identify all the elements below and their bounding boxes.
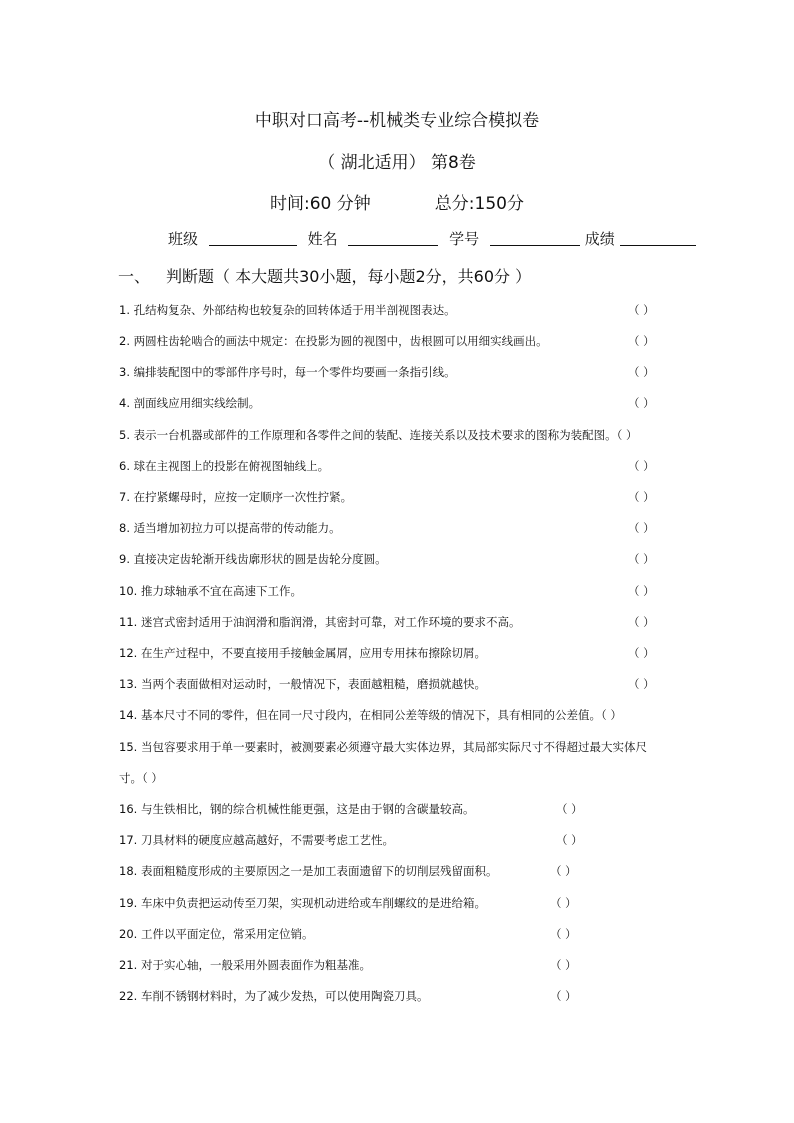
answer-paren[interactable]: （ ） (628, 334, 655, 348)
question-item: 14. 基本尺寸不同的零件，但在同一尺寸段内，在相同公差等级的情况下，具有相同的公差值。（ ） (119, 708, 622, 722)
answer-paren[interactable]: （ ） (550, 989, 577, 1003)
answer-paren[interactable]: （ ） (628, 677, 655, 691)
question-item: 6. 球在主视图上的投影在俯视图轴线上。 (119, 459, 330, 473)
exam-title: 中职对口高考--机械类专业综合模拟卷 (254, 111, 540, 131)
question-item: 17. 刀具材料的硬度应越高越好，不需要考虑工艺性。 (119, 833, 394, 847)
exam-time: 时间:60 分钟 (270, 194, 371, 214)
question-item: 10. 推力球轴承不宜在高速下工作。 (119, 584, 302, 598)
question-item: 2. 两圆柱齿轮啮合的画法中规定：在投影为圆的视图中，齿根圆可以用细实线画出。 (119, 334, 548, 348)
question-item: 13. 当两个表面做相对运动时，一般情况下，表面越粗糙，磨损就越快。 (119, 677, 486, 691)
answer-paren[interactable]: （ ） (556, 802, 583, 816)
answer-paren[interactable]: （ ） (628, 646, 655, 660)
question-item: 8. 适当增加初拉力可以提高带的传动能力。 (119, 521, 341, 535)
question-item: 1. 孔结构复杂、外部结构也较复杂的回转体适于用半剖视图表达。 (119, 303, 456, 317)
question-item: 18. 表面粗糙度形成的主要原因之一是加工表面遗留下的切削层残留面积。 (119, 864, 498, 878)
answer-paren[interactable]: （ ） (628, 584, 655, 598)
answer-paren[interactable]: （ ） (550, 896, 577, 910)
question-item: 16. 与生铁相比，钢的综合机械性能更强，这是由于钢的含碳量较高。 (119, 802, 475, 816)
answer-paren[interactable]: （ ） (628, 396, 655, 410)
question-item: 12. 在生产过程中，不要直接用手接触金属屑，应用专用抹布擦除切屑。 (119, 646, 486, 660)
class-label: 班级 (168, 230, 199, 248)
exam-subtitle: （ 湖北适用） 第8卷 (318, 153, 476, 173)
answer-paren[interactable]: （ ） (628, 615, 655, 629)
class-blank[interactable] (209, 231, 297, 246)
id-blank[interactable] (490, 231, 580, 246)
answer-paren[interactable]: （ ） (628, 365, 655, 379)
question-item: 3. 编排装配图中的零部件序号时，每一个零件均要画一条指引线。 (119, 365, 456, 379)
answer-paren[interactable]: （ ） (628, 459, 655, 473)
question-item: 22. 车削不锈钢材料时，为了减少发热，可以使用陶瓷刀具。 (119, 989, 429, 1003)
exam-total-score: 总分:150分 (434, 194, 524, 214)
question-item: 15. 当包容要求用于单一要素时，被测要素必须遵守最大实体边界，其局部实际尺寸不得超过最大实体尺 (119, 740, 647, 754)
question-item: 5. 表示一台机器或部件的工作原理和各零件之间的装配、连接关系以及技术要求的图称为装配图。（ ） (119, 428, 638, 442)
answer-paren[interactable]: （ ） (550, 864, 577, 878)
question-item: 19. 车床中负责把运动传至刀架，实现机动进给或车削螺纹的是进给箱。 (119, 896, 486, 910)
question-item-continued: 寸。（ ） (119, 771, 163, 785)
question-item: 20. 工件以平面定位，常采用定位销。 (119, 927, 314, 941)
name-label: 姓名 (307, 230, 338, 248)
answer-paren[interactable]: （ ） (628, 490, 655, 504)
answer-paren[interactable]: （ ） (550, 958, 577, 972)
answer-paren[interactable]: （ ） (628, 552, 655, 566)
exam-time-score (0, 189, 794, 214)
question-item: 7. 在拧紧螺母时，应按一定顺序一次性拧紧。 (119, 490, 353, 504)
question-item: 9. 直接决定齿轮渐开线齿廓形状的圆是齿轮分度圆。 (119, 552, 387, 566)
question-item: 11. 迷宫式密封适用于油润滑和脂润滑，其密封可靠，对工作环境的要求不高。 (119, 615, 521, 629)
grade-blank[interactable] (620, 231, 696, 246)
question-item: 4. 剖面线应用细实线绘制。 (119, 396, 261, 410)
answer-paren[interactable]: （ ） (628, 303, 655, 317)
answer-paren[interactable]: （ ） (628, 521, 655, 535)
answer-paren[interactable]: （ ） (550, 927, 577, 941)
id-label: 学号 (449, 230, 480, 248)
answer-paren[interactable]: （ ） (556, 833, 583, 847)
question-item: 21. 对于实心轴，一般采用外圆表面作为粗基准。 (119, 958, 371, 972)
student-info-fields (168, 228, 696, 249)
section-number: 一、 (118, 267, 151, 286)
name-blank[interactable] (348, 231, 438, 246)
section-heading (118, 264, 531, 287)
grade-label: 成绩 (584, 230, 615, 248)
section-title: 判断题（ 本大题共30小题，每小题2分，共60分 ） (166, 267, 532, 286)
